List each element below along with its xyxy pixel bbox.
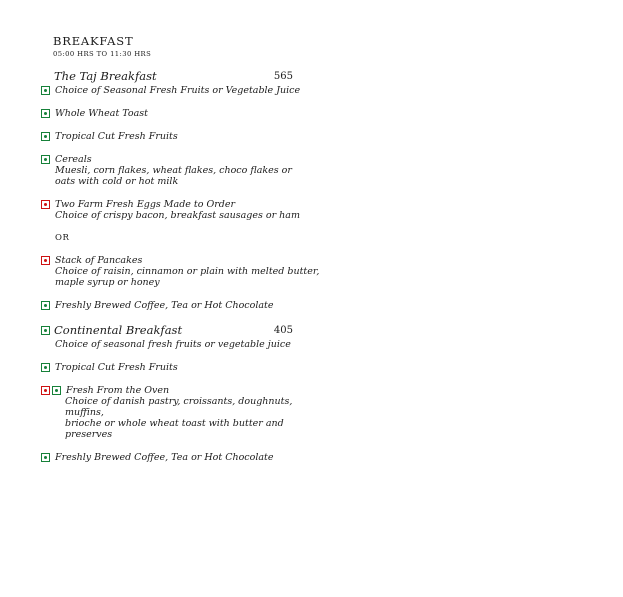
menu-item-description: Choice of danish pastry, croissants, doughnuts, muffins, brioche or whole wheat toast with butter and preserves xyxy=(65,396,293,440)
menu-item-title: Fresh From the Oven xyxy=(66,385,170,396)
veg-icon xyxy=(41,132,50,141)
veg-icon xyxy=(41,363,50,372)
menu-item xyxy=(41,452,321,463)
menu-item-title: Two Farm Fresh Eggs Made to Order xyxy=(55,199,236,210)
menu-item xyxy=(41,108,321,119)
section-taj-breakfast xyxy=(41,69,321,311)
non-veg-icon xyxy=(41,386,50,395)
menu-item xyxy=(41,300,321,311)
diet-marks xyxy=(41,255,50,265)
or-separator: OR xyxy=(55,233,70,243)
veg-icon xyxy=(41,301,50,310)
veg-icon xyxy=(41,109,50,118)
diet-marks xyxy=(41,326,50,335)
section-heading-block xyxy=(41,323,321,350)
menu-item-title: Freshly Brewed Coffee, Tea or Hot Chocolate xyxy=(55,300,274,311)
veg-icon xyxy=(41,155,50,164)
diet-marks xyxy=(41,362,50,372)
menu-item xyxy=(41,255,321,288)
diet-marks xyxy=(41,85,50,95)
diet-marks xyxy=(41,154,50,164)
veg-icon xyxy=(41,453,50,462)
section-heading-row xyxy=(41,69,293,83)
diet-marks xyxy=(41,300,50,310)
menu-item xyxy=(41,85,321,96)
menu-item xyxy=(41,385,321,440)
menu-item xyxy=(41,131,321,142)
diet-marks xyxy=(41,385,61,395)
section-heading: Continental Breakfast xyxy=(54,323,183,337)
menu-item-title: Choice of Seasonal Fresh Fruits or Vegetable Juice xyxy=(55,85,301,96)
diet-marks xyxy=(41,131,50,141)
diet-marks xyxy=(41,108,50,118)
section-subtitle: Choice of seasonal fresh fruits or vegetable juice xyxy=(55,339,291,350)
section-continental-breakfast xyxy=(41,323,321,463)
serving-hours: 05:00 HRS TO 11:30 HRS xyxy=(53,50,152,58)
menu-item-title: Tropical Cut Fresh Fruits xyxy=(55,362,178,373)
menu-item xyxy=(41,154,321,187)
menu-content xyxy=(41,35,321,475)
section-heading: The Taj Breakfast xyxy=(54,69,157,83)
menu-title: BREAKFAST xyxy=(53,34,134,48)
menu-item xyxy=(41,199,321,221)
diet-marks xyxy=(41,452,50,462)
menu-item-title: Freshly Brewed Coffee, Tea or Hot Chocolate xyxy=(55,452,274,463)
veg-icon xyxy=(41,326,50,335)
section-heading-row xyxy=(41,323,293,337)
section-price: 565 xyxy=(273,71,293,82)
menu-item-title: Stack of Pancakes xyxy=(55,255,143,266)
menu-item-description: Choice of raisin, cinnamon or plain with melted butter, maple syrup or honey xyxy=(55,266,320,288)
non-veg-icon xyxy=(41,256,50,265)
menu-item xyxy=(41,362,321,373)
menu-item-title: Tropical Cut Fresh Fruits xyxy=(55,131,178,142)
menu-item-description: Choice of crispy bacon, breakfast sausages or ham xyxy=(55,210,300,221)
menu-item-description: Muesli, corn flakes, wheat flakes, choco flakes or oats with cold or hot milk xyxy=(55,165,292,187)
menu-item-title: Whole Wheat Toast xyxy=(55,108,148,119)
diet-marks xyxy=(41,199,50,209)
veg-icon xyxy=(41,86,50,95)
section-price: 405 xyxy=(273,325,293,336)
veg-icon xyxy=(52,386,61,395)
non-veg-icon xyxy=(41,200,50,209)
menu-item-title: Cereals xyxy=(55,154,92,165)
